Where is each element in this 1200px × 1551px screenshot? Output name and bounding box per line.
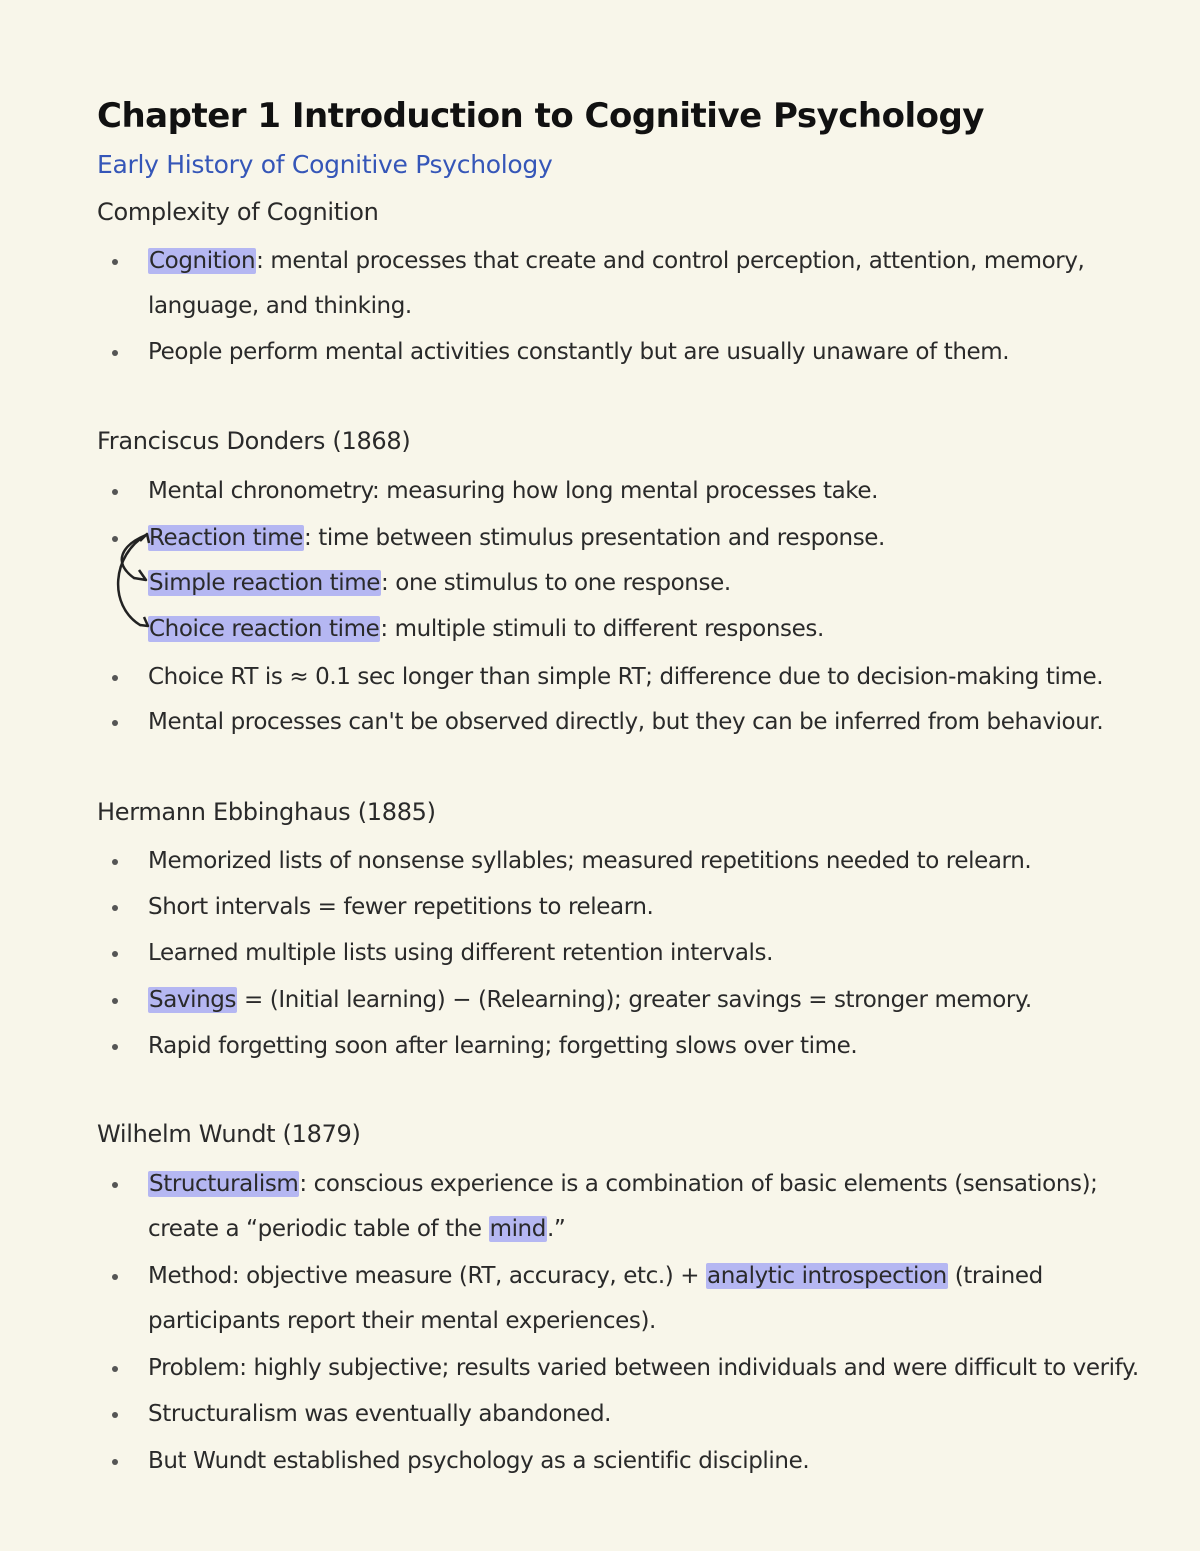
- bullet-continuation: language, and thinking.: [148, 293, 412, 319]
- bullet-continuation: participants report their mental experiences).: [148, 1308, 656, 1334]
- bullet-text: = (Initial learning) − (Relearning); greater savings = stronger memory.: [237, 987, 1032, 1013]
- highlight-structuralism: Structuralism: [149, 1171, 299, 1197]
- bullet-text: (trained: [947, 1263, 1043, 1289]
- heading-ebbinghaus: Hermann Ebbinghaus (1885): [97, 798, 436, 826]
- highlight-choice-rt: Choice reaction time: [149, 616, 380, 642]
- bullet-unaware: People perform mental activities constantly but are usually unaware of them.: [148, 339, 1010, 365]
- bullet-text: .”: [546, 1216, 566, 1242]
- bullet-text: : multiple stimuli to different responses.: [380, 616, 824, 642]
- bullet-text: create a “periodic table of the: [148, 1216, 489, 1242]
- heading-complexity: Complexity of Cognition: [97, 198, 379, 226]
- page-title: Chapter 1 Introduction to Cognitive Psychology: [97, 96, 984, 136]
- highlight-analytic-introspection: analytic introspection: [707, 1263, 947, 1289]
- highlight-reaction-time: Reaction time: [149, 525, 303, 551]
- bullet-scientific: But Wundt established psychology as a scientific discipline.: [148, 1448, 810, 1474]
- bullet-short-intervals: Short intervals = fewer repetitions to relearn.: [148, 894, 654, 920]
- bullet-choice-vs-simple: Choice RT is ≈ 0.1 sec longer than simple RT; difference due to decision-making time.: [148, 664, 1104, 690]
- highlight-mind: mind: [489, 1216, 546, 1242]
- highlight-cognition: Cognition: [149, 248, 256, 274]
- highlight-savings: Savings: [149, 987, 237, 1013]
- bullet-nonsense: Memorized lists of nonsense syllables; measured repetitions needed to relearn.: [148, 848, 1032, 874]
- bullet-text: : time between stimulus presentation and response.: [303, 525, 885, 551]
- bullet-text: : one stimulus to one response.: [381, 570, 731, 596]
- heading-wundt: Wilhelm Wundt (1879): [97, 1120, 361, 1148]
- bullet-forgetting: Rapid forgetting soon after learning; forgetting slows over time.: [148, 1033, 858, 1059]
- heading-donders: Franciscus Donders (1868): [97, 427, 411, 455]
- bullet-inferred: Mental processes can't be observed directly, but they can be inferred from behaviour.: [148, 709, 1104, 735]
- bullet-text: : mental processes that create and control perception, attention, memory,: [256, 248, 1085, 274]
- bullet-retention: Learned multiple lists using different retention intervals.: [148, 940, 774, 966]
- bullet-chronometry: Mental chronometry: measuring how long mental processes take.: [148, 478, 879, 504]
- section-subtitle: Early History of Cognitive Psychology: [97, 150, 553, 179]
- bullet-abandoned: Structuralism was eventually abandoned.: [148, 1401, 612, 1427]
- bullet-text: Method: objective measure (RT, accuracy, etc.) +: [148, 1263, 707, 1289]
- highlight-simple-rt: Simple reaction time: [149, 570, 381, 596]
- bullet-problem: Problem: highly subjective; results varied between individuals and were difficult to verify.: [148, 1355, 1139, 1381]
- bullet-text: : conscious experience is a combination of basic elements (sensations);: [299, 1171, 1098, 1197]
